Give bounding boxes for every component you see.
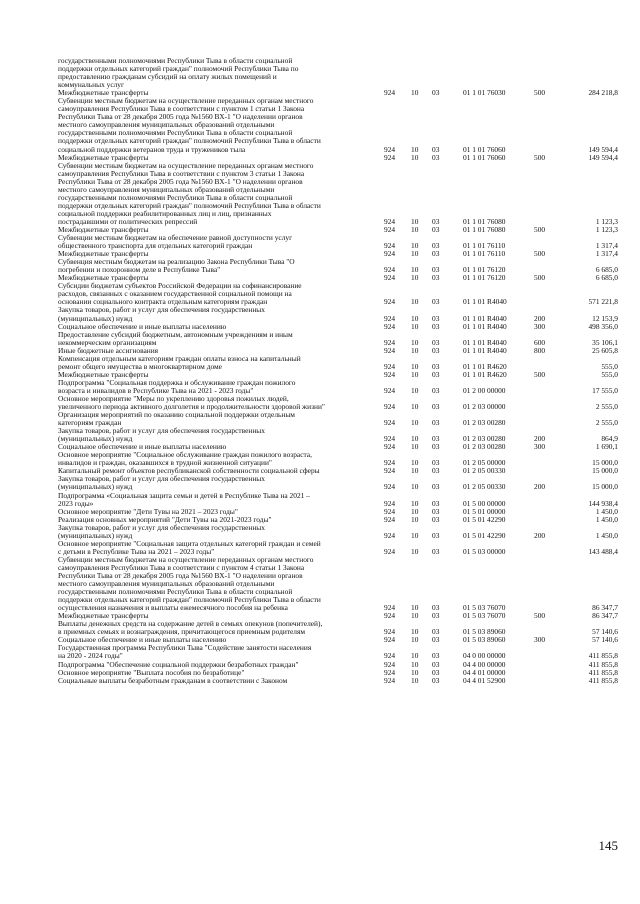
row-description: Основное мероприятие "Социальное обслуживание граждан пожилого возраста, инвалидов и граждан, оказавшихся в трудной жизненной ситуации" [58, 450, 312, 468]
row-vr: 500 [534, 224, 546, 234]
row-amount: 25 605,8 [592, 345, 618, 355]
page-number: 145 [598, 838, 618, 853]
row-description: Субвенции местным бюджетам на осуществление переданных органам местного самоуправления Республики Тыва в соответствии с пунктом 1 статьи 1 Закона Республики Тыва от 28 декабря 2005 года №1560 ВХ-1 "О наделении органов местного самоуправления муниципальных образований отдельными государственными полномочиями Республики Тыва в области социальной поддержки отдельных категорий граждан" полномочий Республики Тыва в области социальной поддержки ветеранов труда и тружеников тыла [58, 96, 321, 154]
row-pr: 03 [432, 506, 440, 516]
row-amount: 15 000,0 [592, 482, 618, 492]
row-description: Капитальный ремонт объектов республиканской собственности социальной сферы [58, 466, 320, 476]
row-description: Подпрограмма «Социальная защита семьи и детей в Республике Тыва на 2021 – 2023 годы» [58, 490, 310, 508]
table-row [58, 306, 618, 322]
row-csr: 01 1 01 76030 [463, 88, 506, 98]
row-pr: 03 [432, 530, 440, 540]
row-rz: 10 [411, 345, 419, 355]
row-csr: 01 1 01 R4040 [463, 321, 507, 331]
row-description: Социальное обеспечение и иные выплаты населению [58, 635, 227, 645]
row-vr: 500 [534, 369, 546, 379]
row-description: Закупка товаров, работ и услуг для обеспечения государственных (муниципальных) нужд [58, 474, 265, 492]
row-csr: 01 5 03 76070 [463, 611, 506, 621]
row-csr: 01 5 01 42290 [463, 530, 506, 540]
row-csr: 01 1 01 R4040 [463, 345, 507, 355]
row-csr: 04 0 00 00000 [463, 651, 506, 661]
row-ved: 924 [384, 514, 396, 524]
row-rz: 10 [411, 361, 419, 371]
row-amount: 411 855,8 [588, 659, 618, 669]
row-description: Социальное обеспечение и иные выплаты населению [58, 442, 227, 452]
row-rz: 10 [411, 603, 419, 613]
row-amount: 2 555,0 [595, 418, 618, 428]
row-rz: 10 [411, 265, 419, 275]
row-pr: 03 [432, 458, 440, 468]
row-description: Закупка товаров, работ и услуг для обеспечения государственных (муниципальных) нужд [58, 426, 265, 444]
row-amount: 1 450,0 [595, 530, 618, 540]
table-row [58, 427, 618, 443]
row-pr: 03 [432, 265, 440, 275]
row-vr: 500 [534, 88, 546, 98]
row-amount: 57 140,6 [592, 627, 618, 637]
row-csr: 01 1 01 R4040 [463, 337, 507, 347]
table-row [58, 282, 618, 306]
row-csr: 01 1 01 76060 [463, 152, 506, 162]
row-description: Закупка товаров, работ и услуг для обеспечения государственных (муниципальных) нужд [58, 305, 265, 323]
row-rz: 10 [411, 434, 419, 444]
row-pr: 03 [432, 152, 440, 162]
row-pr: 03 [432, 385, 440, 395]
row-ved: 924 [384, 337, 396, 347]
table-row [58, 475, 618, 491]
row-rz: 10 [411, 337, 419, 347]
row-csr: 01 1 01 76060 [463, 144, 506, 154]
row-pr: 03 [432, 627, 440, 637]
row-ved: 924 [384, 402, 396, 412]
row-amount: 284 218,8 [588, 88, 618, 98]
row-csr: 01 2 05 00330 [463, 482, 506, 492]
table-row [58, 411, 618, 427]
row-vr: 200 [534, 530, 546, 540]
row-amount: 1 123,3 [595, 216, 618, 226]
row-csr: 01 1 01 R4620 [463, 361, 507, 371]
row-amount: 498 356,0 [588, 321, 618, 331]
row-ved: 924 [384, 506, 396, 516]
row-ved: 924 [384, 466, 396, 476]
row-rz: 10 [411, 152, 419, 162]
row-amount: 411 855,8 [588, 651, 618, 661]
row-vr: 300 [534, 442, 546, 452]
row-description: Социальное обеспечение и иные выплаты населению [58, 321, 227, 331]
row-description: Межбюджетные трансферты [58, 152, 149, 162]
row-ved: 924 [384, 241, 396, 251]
row-csr: 01 2 03 00280 [463, 434, 506, 444]
row-rz: 10 [411, 297, 419, 307]
row-pr: 03 [432, 337, 440, 347]
row-csr: 01 5 01 00000 [463, 506, 506, 516]
row-description: Субвенции местным бюджетам на обеспечение равной доступности услуг общественного транспорта для отдельных категорий граждан [58, 233, 293, 251]
row-description: Субвенции местным бюджетам на осуществление переданных органам местного самоуправления Республики Тыва в соответствии с пунктом 3 статьи 1 Закона Республики Тыва от 28 декабря 2005 года №1560 ВХ-1 "О наделении органов местного самоуправления муниципальных образований отдельными государственными полномочиями Республики Тыва в области социальной поддержки отдельных категорий граждан" полномочий Республики Тыва в области социальной поддержки реабилитированных лиц и лиц, признанных пострадавшими от политических репрессий [58, 160, 321, 226]
row-csr: 01 5 03 76070 [463, 603, 506, 613]
row-vr: 300 [534, 321, 546, 331]
row-pr: 03 [432, 635, 440, 645]
row-description: Межбюджетные трансферты [58, 88, 149, 98]
row-pr: 03 [432, 345, 440, 355]
row-rz: 10 [411, 313, 419, 323]
row-csr: 01 1 01 R4040 [463, 297, 507, 307]
row-description: Закупка товаров, работ и услуг для обеспечения государственных (муниципальных) нужд [58, 522, 265, 540]
row-pr: 03 [432, 402, 440, 412]
row-ved: 924 [384, 313, 396, 323]
row-vr: 500 [534, 152, 546, 162]
row-csr: 01 1 01 76110 [463, 249, 506, 259]
row-pr: 03 [432, 418, 440, 428]
row-ved: 924 [384, 273, 396, 283]
row-csr: 01 5 03 89060 [463, 635, 506, 645]
row-ved: 924 [384, 611, 396, 621]
row-ved: 924 [384, 144, 396, 154]
row-amount: 2 555,0 [595, 402, 618, 412]
row-csr: 01 2 05 00000 [463, 458, 506, 468]
row-vr: 500 [534, 273, 546, 283]
row-csr: 01 1 01 R4040 [463, 313, 507, 323]
row-rz: 10 [411, 418, 419, 428]
row-csr: 04 4 01 00000 [463, 667, 506, 677]
row-csr: 01 1 01 76080 [463, 224, 506, 234]
row-amount: 555,0 [601, 369, 618, 379]
row-pr: 03 [432, 241, 440, 251]
row-rz: 10 [411, 466, 419, 476]
row-rz: 10 [411, 144, 419, 154]
row-ved: 924 [384, 482, 396, 492]
row-ved: 924 [384, 361, 396, 371]
row-description: Предоставление субсидий бюджетным, автономным учреждениям и иным некоммерческим организациям [58, 329, 293, 347]
row-csr: 01 2 05 00330 [463, 466, 506, 476]
table-row [58, 540, 618, 556]
row-ved: 924 [384, 603, 396, 613]
row-vr: 200 [534, 482, 546, 492]
row-pr: 03 [432, 659, 440, 669]
row-amount: 864,9 [601, 434, 618, 444]
table-row [58, 620, 618, 636]
row-pr: 03 [432, 88, 440, 98]
row-amount: 571 221,8 [588, 297, 618, 307]
table-row [58, 234, 618, 250]
row-description: Государственная программа Республики Тыва "Содействие занятости населения на 2020 - 2024 годы" [58, 643, 312, 661]
row-csr: 01 2 03 00000 [463, 402, 506, 412]
row-amount: 144 938,4 [588, 498, 618, 508]
row-pr: 03 [432, 466, 440, 476]
row-csr: 01 1 01 R4620 [463, 369, 507, 379]
row-rz: 10 [411, 458, 419, 468]
row-csr: 01 1 01 76080 [463, 216, 506, 226]
row-pr: 03 [432, 667, 440, 677]
row-rz: 10 [411, 369, 419, 379]
row-description: Социальные выплаты безработным гражданам в соответствии с Законом [58, 675, 288, 685]
row-amount: 411 855,8 [588, 675, 618, 685]
row-ved: 924 [384, 675, 396, 685]
row-description: государственными полномочиями Республики Тыва в области социальной поддержки отдельных категорий граждан" полномочий Республики Тыва по предоставлению гражданам субсидий на оплату жилых помещений и коммунальных услуг [58, 56, 299, 90]
row-ved: 924 [384, 498, 396, 508]
row-amount: 149 594,4 [588, 144, 618, 154]
row-amount: 86 347,7 [592, 611, 618, 621]
row-amount: 86 347,7 [592, 603, 618, 613]
row-pr: 03 [432, 482, 440, 492]
table-row [58, 556, 618, 612]
row-rz: 10 [411, 385, 419, 395]
row-description: Субвенции местным бюджетам на осуществление переданных органам местного самоуправления Республики Тыва в соответствии с пунктом 4 статьи 1 Закона Республики Тыва от 28 декабря 2005 года №1560 ВХ-1 "О наделении органов местного самоуправления муниципальных образований отдельными государственными полномочиями Республики Тыва в области социальной поддержки отдельных категорий граждан" полномочий Республики Тыва в области осуществления назначения и выплаты ежемесячного пособия на ребенка [58, 554, 321, 613]
row-ved: 924 [384, 667, 396, 677]
row-ved: 924 [384, 321, 396, 331]
row-csr: 01 1 01 76120 [463, 265, 506, 275]
row-description: Межбюджетные трансферты [58, 369, 149, 379]
table-row [58, 677, 618, 685]
row-amount: 12 153,9 [592, 313, 618, 323]
row-rz: 10 [411, 442, 419, 452]
row-pr: 03 [432, 675, 440, 685]
row-description: Организация мероприятий по оказанию социальной поддержки отдельным категориям граждан [58, 410, 295, 428]
row-ved: 924 [384, 265, 396, 275]
row-csr: 01 5 03 89060 [463, 627, 506, 637]
row-description: Подпрограмма "Социальная поддержка и обслуживание граждан пожилого возраста и инвалидов в Республике Тыва на 2021 - 2023 годы" [58, 377, 296, 395]
row-rz: 10 [411, 546, 419, 556]
row-ved: 924 [384, 530, 396, 540]
row-amount: 6 685,0 [595, 273, 618, 283]
table-row [58, 379, 618, 395]
row-rz: 10 [411, 506, 419, 516]
row-pr: 03 [432, 216, 440, 226]
row-csr: 01 5 00 00000 [463, 498, 506, 508]
row-rz: 10 [411, 224, 419, 234]
row-pr: 03 [432, 313, 440, 323]
row-rz: 10 [411, 88, 419, 98]
row-description: Иные бюджетные ассигнования [58, 345, 159, 355]
row-vr: 300 [534, 635, 546, 645]
row-description: Основное мероприятие "Дети Тувы на 2021 – 2023 годы" [58, 506, 238, 516]
row-rz: 10 [411, 249, 419, 259]
row-ved: 924 [384, 216, 396, 226]
row-ved: 924 [384, 627, 396, 637]
row-ved: 924 [384, 152, 396, 162]
row-amount: 35 106,1 [592, 337, 618, 347]
row-vr: 500 [534, 611, 546, 621]
row-rz: 10 [411, 216, 419, 226]
row-rz: 10 [411, 651, 419, 661]
row-csr: 01 2 00 00000 [463, 385, 506, 395]
row-amount: 1 450,0 [595, 506, 618, 516]
row-description: Основное мероприятие "Выплата пособия по безработице" [58, 667, 245, 677]
row-ved: 924 [384, 224, 396, 234]
row-ved: 924 [384, 249, 396, 259]
row-ved: 924 [384, 458, 396, 468]
table-row [58, 644, 618, 660]
row-pr: 03 [432, 369, 440, 379]
row-rz: 10 [411, 482, 419, 492]
row-ved: 924 [384, 418, 396, 428]
row-description: Субсидии бюджетам субъектов Российской Федерации на софинансирование расходов, связанных с оказанием государственной социальной помощи на основании социального контракта отдельным категориям граждан [58, 281, 302, 307]
table-row [58, 258, 618, 274]
row-ved: 924 [384, 442, 396, 452]
row-amount: 1 317,4 [595, 241, 618, 251]
table-row [58, 57, 618, 89]
row-rz: 10 [411, 627, 419, 637]
row-csr: 01 2 03 00280 [463, 418, 506, 428]
row-amount: 411 855,8 [588, 667, 618, 677]
row-pr: 03 [432, 361, 440, 371]
row-description: Основное мероприятие "Меры по укреплению здоровья пожилых людей, увеличенного периода активного долголетия и продолжительности здоровой жизни" [58, 393, 325, 412]
row-rz: 10 [411, 498, 419, 508]
row-vr: 500 [534, 249, 546, 259]
row-description: Основное мероприятие "Социальная защита отдельных категорий граждан и семей с детьми в Республике Тыва на 2021 – 2023 годы" [58, 538, 321, 556]
row-amount: 1 317,4 [595, 249, 618, 259]
row-rz: 10 [411, 402, 419, 412]
row-pr: 03 [432, 651, 440, 661]
row-amount: 15 000,0 [592, 466, 618, 476]
row-csr: 01 5 03 00000 [463, 546, 506, 556]
row-rz: 10 [411, 241, 419, 251]
row-pr: 03 [432, 611, 440, 621]
row-ved: 924 [384, 635, 396, 645]
row-ved: 924 [384, 345, 396, 355]
row-description: Межбюджетные трансферты [58, 249, 149, 259]
row-vr: 600 [534, 337, 546, 347]
row-description: Компенсация отдельным категориям граждан оплаты взноса на капитальный ремонт общего имущества в многоквартирном доме [58, 353, 301, 371]
row-description: Субвенция местным бюджетам на реализацию Закона Республики Тыва "О погребении и похоронном деле в Республике Тыва" [58, 257, 295, 275]
table-row [58, 451, 618, 467]
row-rz: 10 [411, 675, 419, 685]
row-csr: 01 1 01 76120 [463, 273, 506, 283]
row-pr: 03 [432, 434, 440, 444]
row-description: Выплаты денежных средств на содержание детей в семьях опекунов (попечителей), в приемных семьях и вознаграждения, причитающегося приемным родителям [58, 619, 323, 637]
row-csr: 04 4 00 00000 [463, 659, 506, 669]
row-description: Реализация основных мероприятий "Дети Тувы на 2021-2023 годы" [58, 514, 272, 524]
row-pr: 03 [432, 603, 440, 613]
row-pr: 03 [432, 442, 440, 452]
row-amount: 1 690,1 [595, 442, 618, 452]
row-description: Межбюджетные трансферты [58, 611, 149, 621]
row-pr: 03 [432, 321, 440, 331]
row-ved: 924 [384, 434, 396, 444]
row-ved: 924 [384, 297, 396, 307]
row-csr: 01 5 01 42290 [463, 514, 506, 524]
row-rz: 10 [411, 667, 419, 677]
row-rz: 10 [411, 273, 419, 283]
row-description: Межбюджетные трансферты [58, 224, 149, 234]
row-pr: 03 [432, 546, 440, 556]
row-amount: 15 000,0 [592, 458, 618, 468]
row-pr: 03 [432, 498, 440, 508]
table-row [58, 395, 618, 411]
row-amount: 149 594,4 [588, 152, 618, 162]
row-amount: 17 555,0 [592, 385, 618, 395]
row-ved: 924 [384, 659, 396, 669]
row-rz: 10 [411, 635, 419, 645]
row-csr: 04 4 01 52900 [463, 675, 506, 685]
table-row [58, 97, 618, 153]
row-rz: 10 [411, 321, 419, 331]
table-row [58, 331, 618, 347]
row-csr: 01 2 03 00280 [463, 442, 506, 452]
row-description: Подпрограмма "Обеспечение социальной поддержки безработных граждан" [58, 659, 299, 669]
row-csr: 01 1 01 76110 [463, 241, 506, 251]
row-ved: 924 [384, 369, 396, 379]
row-rz: 10 [411, 514, 419, 524]
row-amount: 1 450,0 [595, 514, 618, 524]
row-amount: 1 123,3 [595, 224, 618, 234]
table-row [58, 492, 618, 508]
row-pr: 03 [432, 224, 440, 234]
row-vr: 200 [534, 434, 546, 444]
table-row [58, 162, 618, 226]
row-rz: 10 [411, 659, 419, 669]
row-pr: 03 [432, 144, 440, 154]
row-amount: 555,0 [601, 361, 618, 371]
row-pr: 03 [432, 273, 440, 283]
row-rz: 10 [411, 611, 419, 621]
row-pr: 03 [432, 297, 440, 307]
row-ved: 924 [384, 651, 396, 661]
budget-table [58, 57, 618, 685]
row-description: Межбюджетные трансферты [58, 273, 149, 283]
table-row [58, 524, 618, 540]
row-amount: 57 140,6 [592, 635, 618, 645]
row-rz: 10 [411, 530, 419, 540]
row-pr: 03 [432, 514, 440, 524]
row-amount: 6 685,0 [595, 265, 618, 275]
table-row [58, 355, 618, 371]
row-amount: 143 488,4 [588, 546, 618, 556]
row-pr: 03 [432, 249, 440, 259]
row-vr: 200 [534, 313, 546, 323]
row-ved: 924 [384, 385, 396, 395]
row-ved: 924 [384, 546, 396, 556]
row-vr: 800 [534, 345, 546, 355]
row-ved: 924 [384, 88, 396, 98]
